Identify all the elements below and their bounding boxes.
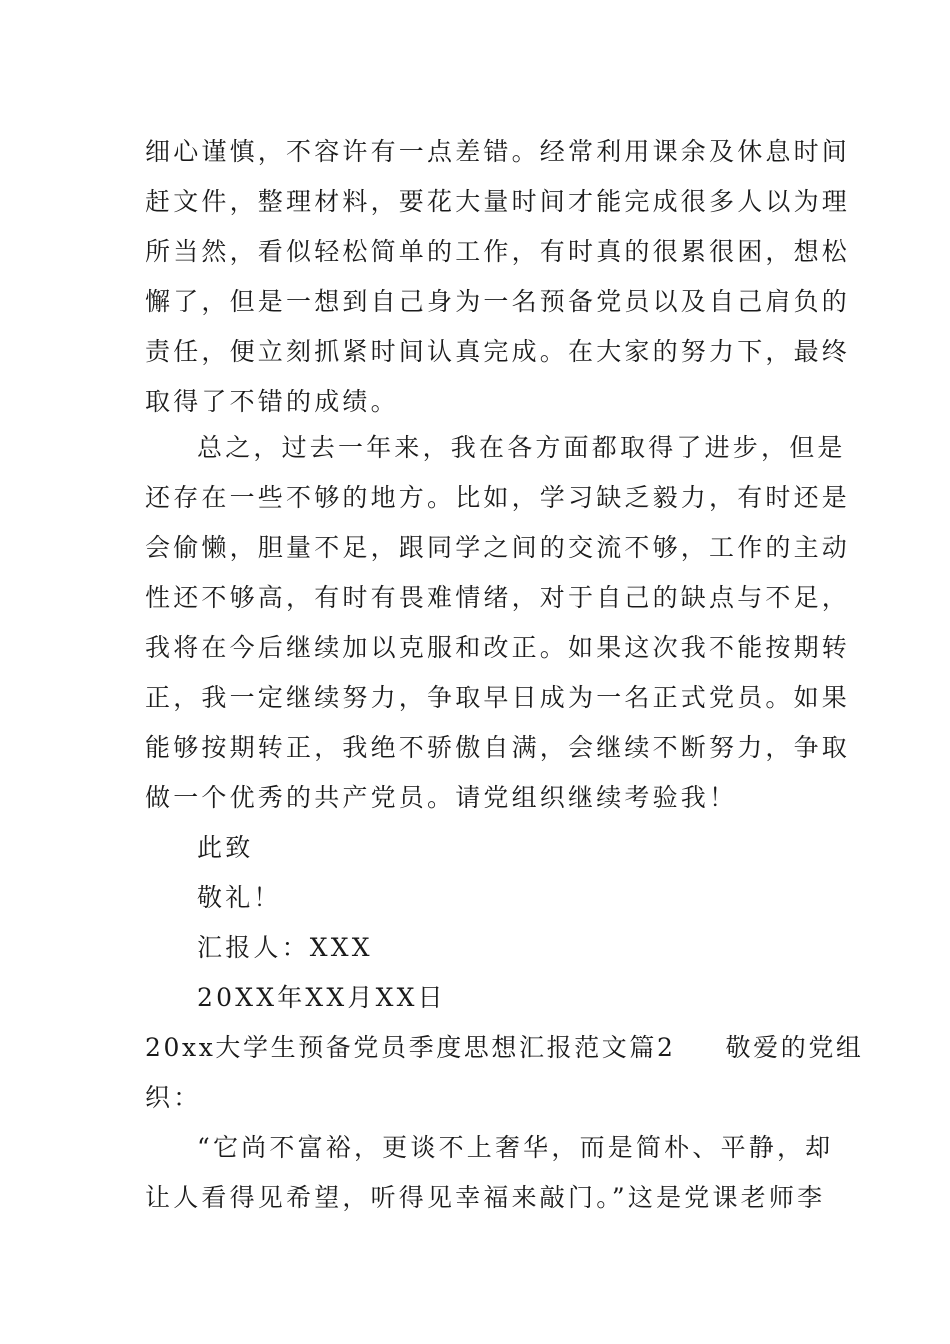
paragraph-line: 取得了不错的成绩。 (145, 387, 399, 416)
paragraph-line: 我将在今后继续加以克服和改正。如果这次我不能按期转 (145, 633, 851, 662)
paragraph-line: 能够按期转正，我绝不骄傲自满，会继续不断努力，争取 (145, 733, 851, 762)
paragraph-line: 让人看得见希望，听得见幸福来敲门。”这是党课老师李 (145, 1183, 826, 1212)
paragraph-line: 做一个优秀的共产党员。请党组织继续考验我！ (145, 783, 738, 812)
greeting: 敬爱的党组 (725, 1033, 864, 1062)
paragraph-line: 性还不够高，有时有畏难情绪，对于自己的缺点与不足， (145, 583, 851, 612)
closing-respect: 敬礼！ (197, 883, 282, 912)
paragraph-line: 懈了，但是一想到自己身为一名预备党员以及自己肩负的 (145, 287, 851, 316)
closing-salutation: 此致 (197, 833, 254, 862)
paragraph-line: 会偷懒，胆量不足，跟同学之间的交流不够，工作的主动 (145, 533, 851, 562)
paragraph-line: 正，我一定继续努力，争取早日成为一名正式党员。如果 (145, 683, 851, 712)
section-heading-line (145, 1023, 864, 1073)
paragraph-line: 还存在一些不够的地方。比如，学习缺乏毅力，有时还是 (145, 483, 851, 512)
paragraph-line: 总之，过去一年来，我在各方面都取得了进步，但是 (197, 433, 846, 462)
report-date: 20XX年XX月XX日 (197, 983, 446, 1012)
paragraph-line: 所当然，看似轻松简单的工作，有时真的很累很困，想松 (145, 237, 851, 266)
paragraph-line: 细心谨慎，不容许有一点差错。经常利用课余及休息时间 (145, 137, 851, 166)
paragraph-line: “它尚不富裕，更谈不上奢华，而是简朴、平静，却 (197, 1133, 834, 1162)
paragraph-line: 责任，便立刻抓紧时间认真完成。在大家的努力下，最终 (145, 337, 851, 366)
greeting-continuation: 织： (145, 1083, 202, 1112)
reporter-signature: 汇报人：XXX (197, 933, 373, 962)
paragraph-line: 赶文件，整理材料，要花大量时间才能完成很多人以为理 (145, 187, 851, 216)
section-heading: 20xx大学生预备党员季度思想汇报范文篇2 (145, 1033, 676, 1062)
